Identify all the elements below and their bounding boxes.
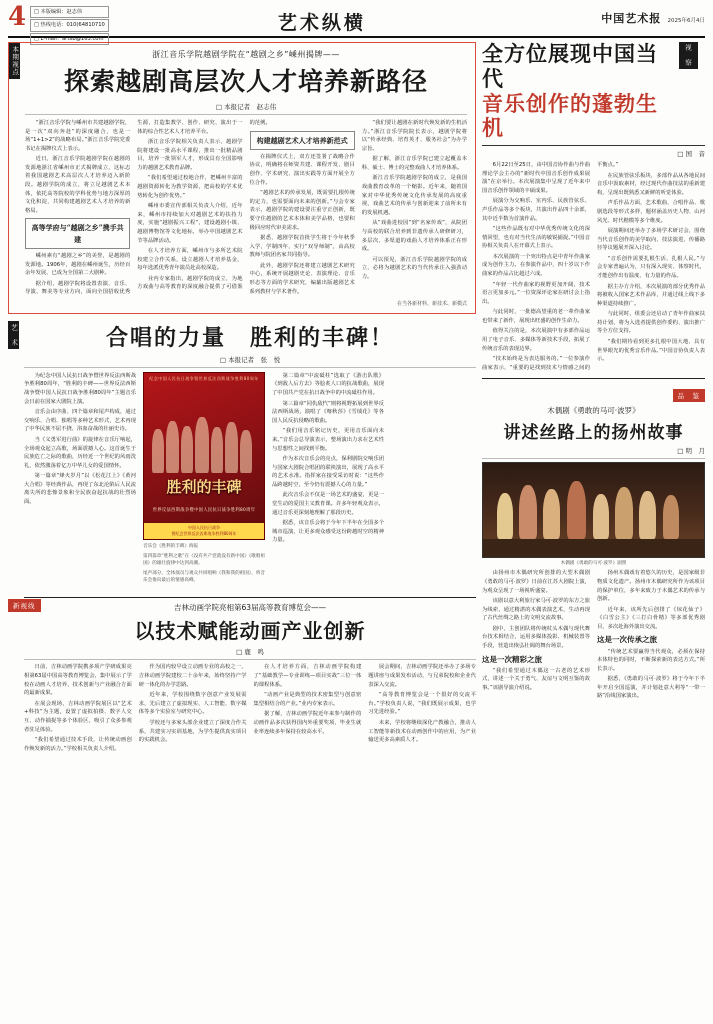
paragraph: 展演期间还举办了多场学术研讨会，围绕当代音乐创作的美学取向、技法演进、传播路径等议题展开深入讨论。 (597, 228, 705, 252)
poster-extra-1: 第四篇章“胜利之歌”在《没有共产党就没有新中国》《歌唱祖国》的雄壮旋律中达到高潮。 (143, 554, 265, 567)
poster-title: 胜利的丰碑 (166, 477, 242, 496)
poster-band-line-1: 中国人民抗日战争 (188, 524, 220, 530)
puppet-section-tag: 品 鉴 (673, 389, 706, 402)
puppet-body (482, 569, 705, 701)
music-side-tag-wrap (679, 42, 705, 141)
credit-editor: □ 本版编辑：赵志伟 (30, 6, 109, 18)
puppet-subhead-2: 这是一次传承之旅 (597, 635, 657, 645)
animation-byline: □ 鹿 鸣 (24, 647, 476, 660)
paragraph: 剧中，主创团队将传统杖头木偶与现代舞台技术相结合，运用多媒体投影、机械装置等手段，营造出恢弘壮阔的舞台场景。 (482, 625, 590, 649)
paragraph: “这些作品既有对中华优秀传统文化的深情回望，也有对当代生活的敏锐捕捉。”中国音协相关负责人在开幕式上表示。 (482, 226, 590, 250)
puppet-kicker: 木偶剧《勇敢的马可·波罗》 (547, 406, 640, 416)
feature-subhead-1: 高等学府与“越剧之乡”携手共建 (25, 218, 130, 249)
feature-kicker: 浙江音乐学院越剧学院在“越剧之乡”嵊州揭牌—— (152, 50, 340, 59)
paragraph: 从“戏曲进校园”到“名家传戏”，从院团与高校的联合培养到非遗传承人研修研习，多层次、多渠道的戏曲人才培养体系正在形成。 (361, 220, 467, 253)
chorus-poster (143, 372, 265, 585)
paragraph: 第一篇章“烽火岁月”以《松花江上》《黄河大合唱》等经典作品，再现了东北沦陷后人民流离失所的悲惨景象和全民族奋起抗战的壮烈场面。 (24, 473, 136, 505)
paragraph: 可以预见，浙江音乐学院越剧学院的成立，必将为越剧艺术的当代传承注入强劲动力。 (361, 256, 467, 280)
masthead (8, 2, 705, 42)
feature-headline: 探索越剧高层次人才培养新路径 (63, 67, 428, 96)
paragraph: 据了解，吉林动画学院近年来参与制作的动画作品多次获得国内外重要奖项，毕业生就业率连续多年保持在较高水平。 (253, 711, 362, 735)
paragraph: 据悉，越剧学院首批学生将于今年秋季入学，学制四年，实行“双导师制”，由高校教师与院团名家共同指导。 (249, 235, 355, 259)
chorus-byline: □ 本报记者 张 悦 (24, 355, 476, 368)
feature-section-tag: 本期视点 (9, 43, 20, 79)
paragraph: 近年来，该所先后创排了《琼花仙子》《白雪公主》《三打白骨精》等多部优秀剧目，多次赴海外演出交流。 (597, 606, 705, 630)
paragraph: 与此同时，组委会还启动了青年作曲家扶持计划，将为入选者提供创作委约、演出推广等全方位支持。 (597, 311, 705, 335)
paragraph: 嵊州市委宣传部相关负责人介绍，近年来，嵊州市持续加大对越剧艺术的扶持力度，实施“越剧振兴工程”，建设越剧小镇、越剧博物馆等文化地标，举办中国越剧艺术节等品牌活动。 (137, 203, 243, 244)
right-column (482, 42, 705, 1020)
paragraph: 据了解，浙江音乐学院已建立起覆盖本科、硕士、博士的完整戏曲人才培养体系。 (361, 156, 467, 171)
paragraph: 在民族管弦乐板块，多部作品从各地民间音乐中汲取素材，经过现代作曲技法的重新建构，呈现出既熟悉又新鲜的听觉体验。 (597, 172, 705, 196)
animation-section-tag: 新视线 (8, 599, 41, 612)
paragraph: 据介绍，越剧学院将设置表演、音乐、导演、舞美等专业方向，面向全国招收优秀生源，打造集教学、创作、研究、演出于一体的综合性艺术人才培养平台。 (25, 120, 243, 296)
paragraph: 展演分为交响乐、室内乐、民族管弦乐、声乐作品等多个板块，共演出作品四十余部，其中近半数为首演作品。 (482, 198, 590, 222)
chorus-article (8, 321, 476, 585)
paragraph: 在人才培养方面，嵊州市与多所艺术院校建立合作关系，设立越剧人才培养基金，每年选派优秀青年演员赴高校深造。 (137, 248, 243, 272)
music-section-tag: 视 察 (679, 42, 698, 69)
poster-figures (144, 403, 264, 473)
poster-subtitle: 世界反法西斯战争暨中国人民抗日战争胜利80周年 (152, 507, 256, 513)
content-grid (8, 42, 705, 1020)
paragraph: 日前，吉林动画学院携多项产学研成果亮相第63届中国高等教育博览会，集中展示了学校在动画人才培养、技术创新与产业融合方面的最新成果。 (24, 664, 132, 697)
paragraph: 为纪念中国人民抗日战争暨世界反法西斯战争胜利80周年，“胜利的丰碑——世界反法西斯战争暨中国人民抗日战争胜利80周年”主题音乐会日前在国家大剧院上演。 (24, 372, 136, 405)
feature-byline: □ 本报记者 赵志伟 (25, 102, 467, 115)
paragraph: 在揭牌仪式上，双方还签署了战略合作协议，明确将在师资共建、课程开发、剧目创作、学术研究、演出实践等方面开展全方位合作。 (249, 153, 355, 186)
animation-body (24, 663, 476, 753)
divider (482, 378, 705, 379)
animation-headline: 以技术赋能动画产业创新 (134, 619, 366, 644)
masthead-credits (30, 6, 109, 46)
animation-kicker: 吉林动画学院亮相第63届高等教育博览会—— (173, 603, 327, 613)
chorus-col-3 (272, 372, 384, 585)
music-body (482, 161, 705, 372)
music-headline-line-1: 全方位展现中国当代 (482, 41, 658, 91)
paragraph: “传统艺术要赢得当代观众，必须在保持本体特色的同时，不断探索新的表达方式。”所长表示。 (597, 648, 705, 672)
paragraph: 6月22日至25日，由中国音协作曲与作曲理论学会主办的“新时代中国音乐创作成果展演”在京举行。本次展演集中呈现了近年来中国音乐创作领域的丰硕成果。 (482, 162, 590, 194)
paragraph: 本次展演的一个突出特点是中青年作曲家成为创作主力。在参演作品中，四十岁以下作曲家的作品占比超过六成。 (482, 253, 590, 277)
paragraph: 浙江音乐学院相关负责人表示，越剧学院将建设一批高水平课程，推出一批精品剧目，培养一批领军人才，形成具有全国影响力的越剧艺术教育品牌。 (137, 139, 243, 171)
paragraph: “音乐创作需要扎根生活、扎根人民。”与会专家普遍认为，只有深入现实、体察时代，才能创作出有温度、有力量的作品。 (597, 255, 705, 279)
paragraph: “高等教育博览会是一个很好的交流平台。”学校负责人说，“我们既展示成果，也学习先进经验。” (368, 692, 476, 716)
paragraph: 音乐会由序曲、四个篇章和尾声构成，通过交响乐、合唱、独唱等多种艺术形式，艺术再现了中华民族不屈不挠、浴血奋战的壮丽史诗。 (24, 409, 136, 433)
publication-date: 2025年6月4日 (667, 18, 705, 24)
puppet-article (482, 383, 705, 701)
poster-band-line-2: 暨纪念世界反法西斯战争胜利80周年 (171, 530, 237, 536)
paragraph: 据主办方介绍，本次展演的部分优秀作品将被收入国家艺术作品库，并通过线上线下多种渠道持续推广。 (597, 283, 705, 307)
paragraph: “技术始终是为表达服务的。”一位参演作曲家表示，“重要的是找到技术与情感之间的平衡点。” (482, 162, 619, 371)
paragraph: 扬州木偶戏有着悠久的历史，是国家级非物质文化遗产。扬州市木偶研究所作为该项目的保护单位，多年来致力于木偶艺术的传承与创新。 (597, 570, 705, 603)
poster-band (144, 523, 264, 539)
page-number: 4 (8, 2, 27, 32)
poster-image (143, 372, 265, 540)
paragraph: 业内专家指出，越剧学院的成立，为地方戏曲与高等教育的深度融合提供了可借鉴的范例。 (137, 120, 271, 291)
paragraph: 当《义勇军进行曲》的旋律在音乐厅响起，全场观众起立高歌，场面震撼人心。这首诞生于民族危亡之际的歌曲，历经近一个世纪的风雨洗礼，依然激荡着亿万中华儿女的爱国情怀。 (24, 436, 136, 469)
brand-name: 中国艺术报 (601, 12, 662, 25)
paragraph: 作为本次音乐会的亮点，保利剧院交响乐团与国家大剧院合唱团的联袂演出，展现了高水平的艺术水准。指挥家在接受采访时说：“这些作品跨越时空，至今仍有震撼人心的力量。” (272, 456, 384, 488)
paragraph: 嵊州素有“越剧之乡”的美誉，是越剧的发源地。1906年，越剧在嵊州诞生，历经百余年发展，已成为全国第二大剧种。 (25, 253, 131, 277)
paragraph: “我们用音乐铭记历史，更用音乐面向未来。”音乐会总导演表示，整场演出力求在艺术性与思想性之间找到平衡。 (272, 428, 384, 452)
poster-top-line: 纪念中国人民抗日战争暨世界反法西斯战争胜利80周年 (149, 375, 259, 381)
paragraph: 据悉，《勇敢的马可·波罗》将于今年下半年开启全国巡演，并计划赴意大利等“一带一路”沿线国家演出。 (597, 676, 705, 700)
section-title: 艺术纵横 (277, 12, 366, 34)
poster-extra-2: 尾声部分，全体演员与观众共同唱响《我和我的祖国》，将音乐会推向最后的情感高峰。 (143, 571, 265, 584)
credit-email: □ E-mail：artxb@163.com (30, 33, 109, 45)
paragraph: 近日，浙江音乐学院越剧学院在越剧的发源地浙江省嵊州市正式揭牌成立，这标志着我国越剧艺术高层次人才培养迈入新阶段。越剧学院的成立，将立足越剧艺术本体，依托高等院校的学科优势与地方深厚的文化积淀，共同构建越剧艺术人才培养的新格局。 (25, 156, 131, 214)
paragraph: “年轻一代作曲家的视野更加开阔，技术语言更加多元。”一位资深评论家在研讨会上指出。 (482, 281, 590, 305)
paragraph: 学校还与多家头部企业建立了深度合作关系，共建实习实训基地，为学生提供真实项目的实践机会。 (138, 719, 247, 744)
paragraph: 由扬州市木偶研究所创排的大型木偶剧《勇敢的马可·波罗》日前在江苏大剧院上演，为观众呈现了一场视听盛宴。 (482, 570, 590, 594)
paragraph: 此外，越剧学院还将建立越剧艺术研究中心，系统开展越剧史论、表演理论、音乐形态等方面的学术研究，编纂出版越剧艺术系列教材与学术著作。 (249, 262, 355, 295)
paragraph: 第三篇章“同仇敌忾”则将视野拓展到世界反法西斯战场，演唱了《喀秋莎》《雪绒花》等各国人民反抗侵略的歌曲。 (272, 400, 384, 424)
feature-subhead-2: 构建越剧艺术人才培养新范式 (250, 131, 355, 150)
puppet-image-caption: 木偶剧《勇敢的马可·波罗》剧照 (560, 561, 627, 567)
paragraph: 浙江音乐学院越剧学院的成立，是我国戏曲教育改革的一个缩影。近年来，随着国家对中华优秀传统文化传承发展的高度重视，戏曲艺术的传承与创新迎来了前所未有的发展机遇。 (361, 175, 467, 216)
paragraph: 近年来，学校围绕数字创意产业发展需求，先后建立了虚拟现实、人工智能、数字媒体等多个实验室与研究中心。 (138, 692, 247, 716)
paragraph: 此次音乐会不仅是一场艺术的盛宴，更是一堂生动的爱国主义教育课。许多年轻观众表示，通过音乐更深刻地理解了那段历史。 (272, 492, 384, 516)
paragraph: “我们希望通过技术手段，让传统动画创作焕发新的活力。”学校相关负责人介绍。 (24, 737, 132, 752)
animation-article (8, 591, 476, 753)
paragraph: 展会期间，吉林动画学院还举办了多场专题讲座与成果发布活动，与兄弟院校和企业代表深入交流。 (368, 664, 476, 688)
music-headline-line-2: 音乐创作的蓬勃生机 (482, 90, 658, 141)
puppet-byline: □ 明 月 (482, 446, 705, 459)
paragraph: “我们希望通过校地合作，把嵊州丰富的越剧资源转化为教学资源，把高校的学术优势转化为创作优势。” (137, 175, 243, 199)
music-article-head (482, 42, 705, 146)
paragraph: “越剧艺术的传承发展，既需要扎根传统的定力，也需要面向未来的创新。”与会专家表示，越剧学院的建设要注重守正创新，既要守住越剧的艺术本体和美学品格，也要积极回应时代审美需求。 (249, 190, 355, 231)
paragraph: 与此同时，一批德高望重的老一辈作曲家也带来了新作，展现出旺盛的创作生命力。 (482, 309, 590, 324)
paragraph: “动画产业是典型的技术密集型与创意密集型相结合的产业。”业内专家表示。 (253, 692, 362, 707)
paragraph: “我们期待看到更多扎根中国大地、具有世界眼光的优秀音乐作品。”中国音协负责人表示。 (597, 339, 705, 363)
paragraph: 未来，学校将继续深化产教融合，推动人工智能等新技术在动画创作中的应用，为产业输送更多高素质人才。 (368, 719, 476, 744)
puppet-image (482, 462, 705, 558)
chorus-col-1 (24, 372, 136, 585)
paragraph: 该剧以意大利旅行家马可·波罗的东方之旅为线索，通过精湛的木偶表演艺术，生动再现了古代丝绸之路上的文明交流故事。 (482, 598, 590, 622)
masthead-brand-block (535, 4, 705, 26)
chorus-body (24, 372, 476, 585)
feature-article (8, 42, 476, 314)
paragraph: “浙江音乐学院与嵊州市共建越剧学院，是一次“双向奔赴”的深度融合，也是一场“1+1>2”的战略布局。”浙江音乐学院党委书记在揭牌仪式上表示。 (25, 120, 131, 152)
paragraph: 在展会现场，吉林动画学院展区以“艺术+科技”为主题，设置了虚拟拍摄、数字人交互、动作捕捉等多个体验区，吸引了众多参观者驻足体验。 (24, 700, 132, 733)
paragraph: 在人才培养方面，吉林动画学院构建了“基础教学—专业训练—项目实战”三位一体的课程体系。 (253, 664, 362, 688)
feature-endnote: 在当各新材料、新技术、新模式 (396, 300, 467, 307)
chorus-section-tag: 艺 术 (8, 321, 19, 350)
puppet-subhead-1: 这是一次精彩之旅 (482, 654, 542, 664)
paragraph: 声乐作品方面，艺术歌曲、合唱作品、歌剧选段等形式多样，题材涵盖历史人物、山河风光、时代楷模等多个维度。 (597, 200, 705, 224)
feature-body (25, 119, 467, 297)
paragraph: “我们希望通过木偶这一古老的艺术形式，讲述一个关于勇气、友谊与文明互鉴的故事。”该剧导演介绍说。 (482, 667, 590, 691)
poster-caption: 音乐会《胜利的丰碑》海报 (143, 543, 199, 549)
chorus-headline: 合唱的力量 胜利的丰碑！ (105, 324, 394, 351)
paragraph: “我们要让越剧在新时代焕发新的生机活力。”浙江音乐学院院长表示，越剧学院将以“传承经典、培育英才、服务社会”为办学宗旨。 (361, 120, 467, 152)
left-column (8, 42, 476, 1020)
divider (24, 597, 476, 598)
credit-phone: □ 热线电话：010(64810710 (30, 19, 109, 31)
paragraph: 第二篇章“中流砥柱”选取了《游击队歌》《到敌人后方去》等脍炙人口的抗战歌曲，展现了中国共产党在抗日战争中的中流砥柱作用。 (272, 372, 384, 397)
paragraph: 据悉，该音乐会将于今年下半年在全国多个城市巡演，让更多观众感受这份跨越时空的精神力量。 (272, 520, 384, 544)
puppet-headline: 讲述丝路上的扬州故事 (503, 423, 684, 444)
music-headline (482, 42, 675, 141)
paragraph: 值得关注的是，本次展演中有多部作品运用了电子音乐、多媒体等新技术手段，拓展了传统音乐的表现边界。 (482, 328, 590, 352)
music-byline: □ 国 音 (677, 150, 705, 159)
paragraph: 作为国内较早设立动画专业的高校之一，吉林动画学院建校二十余年来，始终坚持产学研一体化的办学思路。 (138, 664, 247, 688)
